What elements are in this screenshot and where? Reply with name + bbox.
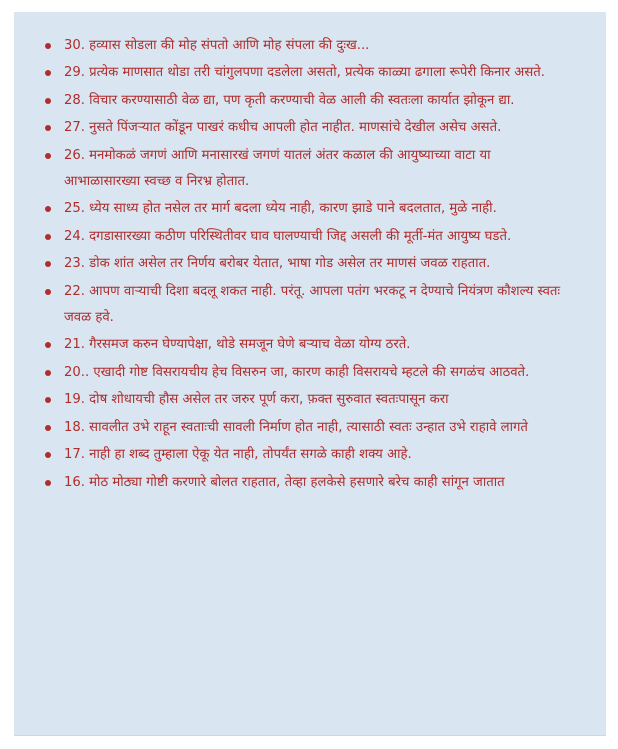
quote-item-17 [64, 442, 568, 468]
quote-item-24 [64, 224, 568, 250]
quote-item-16 [64, 470, 568, 496]
quote-text: 27. नुसते पिंजऱ्यात कोंडून पाखरं कधीच आपली होत नाहीत. माणसांचे देखील असेच असते. [64, 120, 502, 136]
quote-item-18 [64, 415, 568, 441]
quote-text: 25. ध्येय साध्य होत नसेल तर मार्ग बदला ध्येय नाही, कारण झाडे पाने बदलतात, मुळे नाही. [64, 201, 497, 217]
quote-text: 23. डोक शांत असेल तर निर्णय बरोबर येतात, भाषा गोड असेल तर माणसं जवळ राहतात. [64, 256, 491, 272]
bullet-icon [45, 397, 51, 403]
bullet-icon [45, 125, 51, 131]
bullet-icon [45, 370, 51, 376]
bullet-icon [45, 480, 51, 486]
bullet-icon [45, 70, 51, 76]
bullet-icon [45, 289, 51, 295]
quote-item-21 [64, 332, 568, 358]
quote-text: 17. नाही हा शब्द तुम्हाला ऐकू येत नाही, तोपर्यंत सगळे काही शक्य आहे. [64, 447, 412, 463]
bullet-icon [45, 261, 51, 267]
quote-item-29 [64, 60, 568, 86]
quote-text: 16. मोठ मोठ्या गोष्टी करणारे बोलत राहतात, तेव्हा हलकेसे हसणारे बरेच काही सांगून जातात [64, 474, 505, 490]
quote-item-20 [64, 360, 568, 386]
bullet-icon [45, 342, 51, 348]
quotes-panel [14, 12, 606, 736]
quote-text: 24. दगडासारख्या कठीण परिस्थितीवर घाव घालण्याची जिद्द असली की मूर्ती-मंत आयुष्य घडते. [64, 228, 512, 244]
quote-text: 26. मनमोकळं जगणं आणि मनासारखं जगणं यातलं अंतर कळाल की आयुष्याच्या वाटा या आभाळासारख्या स्वच्छ व निरभ्र होतात. [64, 147, 491, 190]
bullet-icon [45, 153, 51, 159]
quote-list [64, 33, 568, 497]
quote-text: 29. प्रत्येक माणसात थोडा तरी चांगुलपणा दडलेला असतो, प्रत्येक काळ्या ढगाला रूपेरी किनार असते. [64, 65, 545, 81]
quote-item-27 [64, 115, 568, 141]
quote-text: 28. विचार करण्यासाठी वेळ द्या, पण कृती करण्याची वेळ आली की स्वतःला कार्यात झोकून द्या. [64, 92, 515, 108]
bullet-icon [45, 234, 51, 240]
bullet-icon [45, 425, 51, 431]
quote-text: 30. हव्यास सोडला की मोह संपतो आणि मोह संपला की दुःख... [64, 38, 370, 53]
quote-text: 20.. एखादी गोष्ट विसरायचीय हेच विसरुन जा, कारण काही विसरायचे म्हटले की सगळंच आठवते. [64, 364, 530, 380]
bullet-icon [45, 43, 51, 49]
quote-text: 18. सावलीत उभे राहून स्वताःची सावली निर्माण होत नाही, त्यासाठी स्वतः उन्हात उभे राहावे लागते [64, 419, 528, 435]
bullet-icon [45, 98, 51, 104]
quote-item-26 [64, 143, 568, 196]
quote-item-19 [64, 387, 568, 413]
quote-text: 21. गैरसमज करुन घेण्यापेक्षा, थोडे समजून घेणे बऱ्याच वेळा योग्य ठरते. [64, 337, 411, 353]
quote-text: 19. दोष शोधायची हौस असेल तर जरुर पूर्ण करा, फ़क्त सुरुवात स्वतःपासून करा [64, 392, 449, 408]
quote-item-25 [64, 196, 568, 222]
quote-item-23 [64, 251, 568, 277]
quote-item-28 [64, 88, 568, 114]
quote-item-22 [64, 279, 568, 332]
quote-text: 22. आपण वाऱ्याची दिशा बदलू शकत नाही. परंतू. आपला पतंग भरकटू न देण्याचे नियंत्रण कौशल्य स्वतः जवळ हवे. [64, 283, 561, 326]
quote-item-30 [64, 33, 568, 59]
bullet-icon [45, 206, 51, 212]
bullet-icon [45, 452, 51, 458]
